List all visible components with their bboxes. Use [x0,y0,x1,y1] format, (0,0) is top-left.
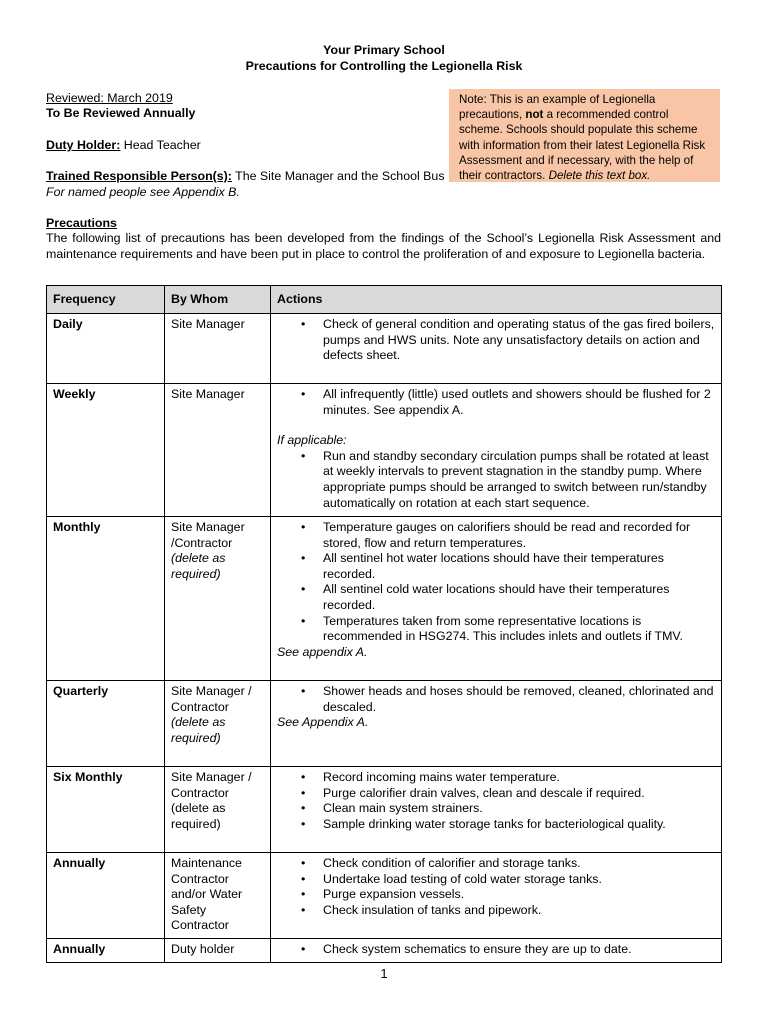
trp-value: The Site Manager and the School Bus [231,169,445,183]
action-item: • Temperature gauges on calorifiers should be read and recorded for stored, flow and return temperatures. [277,520,715,551]
actions-cell [271,517,722,681]
document-title: Precautions for Controlling the Legionella Risk [245,59,523,73]
by-whom-text: Site Manager [171,387,245,401]
actions-list [277,684,715,715]
by-whom-cell [165,517,271,681]
duty-holder-label: Duty Holder: [46,138,121,152]
frequency-cell: Weekly [47,384,165,517]
precautions-heading: Precautions [46,216,117,230]
header-actions: Actions [271,286,722,314]
note-emphasis: not [525,108,544,122]
table-row [47,384,722,517]
action-item: • Record incoming mains water temperature. [277,770,715,786]
actions-cell [271,314,722,384]
action-item: • Purge expansion vessels. [277,887,715,903]
review-cycle: To Be Reviewed Annually [46,106,196,120]
school-name: Your Primary School [323,43,445,57]
action-item: • Undertake load testing of cold water storage tanks. [277,872,715,888]
action-item: • Temperatures taken from some representative locations is recommended in HSG274. This includes inlets and outlets if TMV. [277,614,715,645]
table-row [47,939,722,963]
frequency-cell: Monthly [47,517,165,681]
action-item: • All sentinel cold water locations should have their temperatures recorded. [277,582,715,613]
actions-cell [271,767,722,853]
table-row [47,314,722,384]
frequency-cell: Annually [47,853,165,939]
frequency-cell: Annually [47,939,165,963]
by-whom-cell [165,384,271,517]
action-item: • Clean main system strainers. [277,801,715,817]
frequency-cell: Six Monthly [47,767,165,853]
appendix-reference: See appendix A. [277,644,368,659]
frequency-cell: Quarterly [47,681,165,767]
action-item: • All infrequently (little) used outlets and showers should be flushed for 2 minutes. See appendix A. [277,387,715,418]
by-whom-text: Site Manager [171,317,245,331]
conditional-label: If applicable: [277,433,347,448]
actions-cell [271,384,722,517]
action-item: • Check system schematics to ensure they are up to date. [277,942,715,958]
by-whom-cell [165,939,271,963]
precautions-table [46,285,722,963]
page-number: 1 [380,966,388,981]
actions-list [277,856,715,918]
table-row [47,767,722,853]
by-whom-cell [165,767,271,853]
appendix-reference: See Appendix A. [277,715,369,730]
named-people-note: For named people see Appendix B. [46,185,240,199]
action-item: • All sentinel hot water locations should have their temperatures recorded. [277,551,715,582]
action-item: • Run and standby secondary circulation pumps shall be rotated at least at weekly intervals to prevent stagnation in the standby pump. Where appropriate pumps should be arranged to switch between run/standby automatically on rotation at each start sequence. [277,449,715,511]
table-header-row [47,286,722,314]
header-frequency: Frequency [47,286,165,314]
by-whom-note: (delete as required) [171,715,226,745]
by-whom-cell [165,314,271,384]
actions-list [277,520,715,645]
trp-label: Trained Responsible Person(s): [46,169,232,183]
frequency-cell: Daily [47,314,165,384]
duty-holder-line [46,138,201,154]
note-delete-instruction: Delete this text box. [548,169,651,183]
actions-cell [271,853,722,939]
actions-list [277,387,715,418]
note-text-continued: a recommended control scheme. Schools should populate this scheme with information from their latest Legionella Risk Assessment and if necessary, with the help of their contractors. [459,108,706,183]
note-text: Note: This is an example of Legionella precautions, [459,93,656,122]
action-item: • Check of general condition and operating status of the gas fired boilers, pumps and HWS units. Note any unsatisfactory details on action and defects sheet. [277,317,715,364]
by-whom-note: (delete as required) [171,551,226,581]
by-whom-text: Duty holder [171,942,235,956]
by-whom-text: Maintenance Contractor and/or Water Safety Contractor [171,856,243,933]
header-by-whom: By Whom [165,286,271,314]
reviewed-date: Reviewed: March 2019 [46,91,173,105]
by-whom-text: Site Manager / Contractor [171,684,252,714]
by-whom-cell [165,681,271,767]
action-item: • Sample drinking water storage tanks for bacteriological quality. [277,817,715,833]
table-row [47,853,722,939]
by-whom-text: Site Manager / Contractor (delete as required) [171,770,252,831]
actions-cell [271,681,722,767]
actions-list [277,770,715,832]
actions-cell [271,939,722,963]
precautions-intro: The following list of precautions has been developed from the findings of the School’s Legionella Risk Assessment and maintenance requirements and have been put in place to control the proliferation of and exposure to Legionella bacteria. [46,231,721,261]
table-row [47,681,722,767]
actions-list [277,942,715,958]
conditional-actions-list [277,449,715,511]
by-whom-text: Site Manager /Contractor [171,520,245,550]
action-item: • Purge calorifier drain valves, clean and descale if required. [277,786,715,802]
actions-list [277,317,715,364]
action-item: • Shower heads and hoses should be removed, cleaned, chlorinated and descaled. [277,684,715,715]
action-item: • Check condition of calorifier and storage tanks. [277,856,715,872]
by-whom-cell [165,853,271,939]
trp-line [46,169,445,185]
duty-holder-value: Head Teacher [120,138,201,152]
action-item: • Check insulation of tanks and pipework. [277,903,715,919]
example-note-textbox [449,89,720,182]
table-row [47,517,722,681]
